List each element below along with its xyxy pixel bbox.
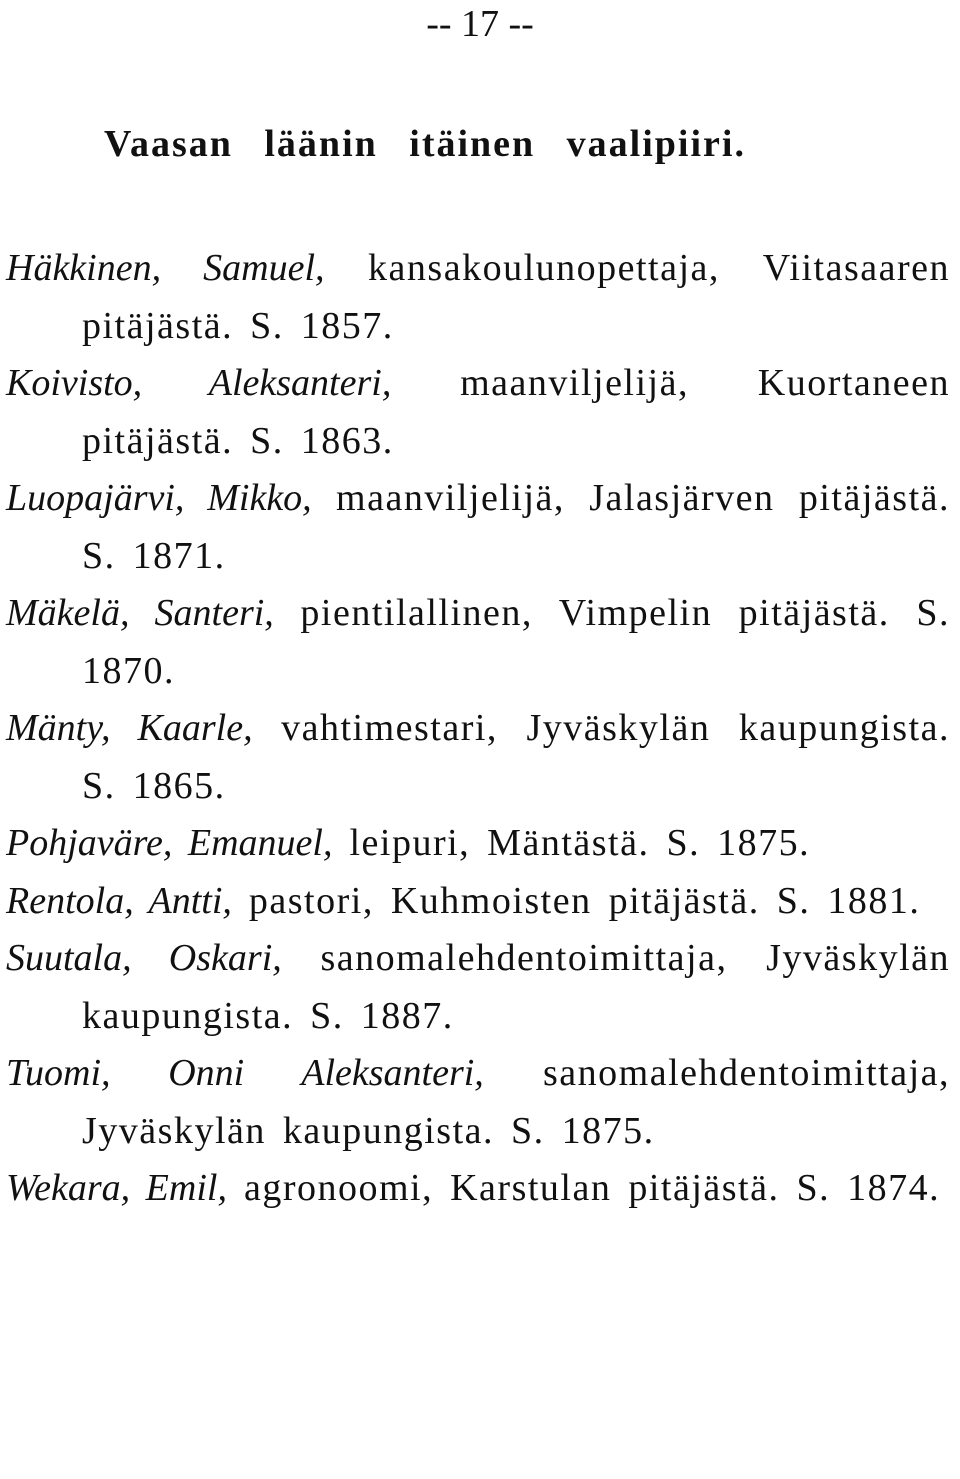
candidate-name: Pohjaväre, Emanuel, [6, 822, 333, 864]
candidate-details: sanomalehdentoimittaja, Jyväskylän kaupungista. S. 1875. [82, 1052, 950, 1152]
candidate-details: pientilallinen, Vimpelin pitäjästä. S. 1870. [82, 592, 950, 692]
list-item [6, 873, 950, 931]
candidate-details: vahtimestari, Jyväskylän kaupungista. S. 1865. [82, 707, 950, 807]
list-item [6, 700, 950, 815]
list-item [6, 930, 950, 1045]
candidate-details: sanomalehdentoimittaja, Jyväskylän kaupungista. S. 1887. [82, 937, 950, 1037]
page-number: -- 17 -- [426, 3, 534, 45]
candidate-details: leipuri, Mäntästä. S. 1875. [332, 822, 811, 864]
list-item [6, 1160, 950, 1218]
list-item [6, 815, 950, 873]
list-item [6, 355, 950, 470]
candidate-name: Mänty, Kaarle, [6, 707, 253, 749]
list-item [6, 240, 950, 355]
candidate-name: Häkkinen, Samuel, [6, 247, 325, 289]
candidate-details: agronoomi, Karstulan pitäjästä. S. 1874. [226, 1167, 941, 1209]
candidate-name: Mäkelä, Santeri, [6, 592, 274, 634]
list-item [6, 1045, 950, 1160]
candidate-name: Luopajärvi, Mikko, [6, 477, 312, 519]
list-item [6, 585, 950, 700]
candidate-name: Tuomi, Onni Aleksanteri, [6, 1052, 484, 1094]
candidate-details: maanviljelijä, Jalasjärven pitäjästä. S. 1871. [82, 477, 950, 577]
section-heading: Vaasan läänin itäinen vaalipiiri. [104, 123, 746, 165]
candidate-details: kansakoulunopettaja, Viitasaaren pitäjästä. S. 1857. [82, 247, 951, 347]
candidate-name: Rentola, Antti, [6, 879, 232, 922]
candidate-name: Suutala, Oskari, [6, 937, 282, 979]
candidate-details: maanviljelijä, Kuortaneen pitäjästä. S. 1863. [82, 362, 951, 462]
candidate-details: pastori, Kuhmoisten pitäjästä. S. 1881. [231, 879, 921, 922]
candidate-list [6, 240, 950, 1218]
list-item [6, 470, 950, 585]
candidate-name: Koivisto, Aleksanteri, [6, 362, 392, 404]
candidate-name: Wekara, Emil, [6, 1167, 227, 1209]
